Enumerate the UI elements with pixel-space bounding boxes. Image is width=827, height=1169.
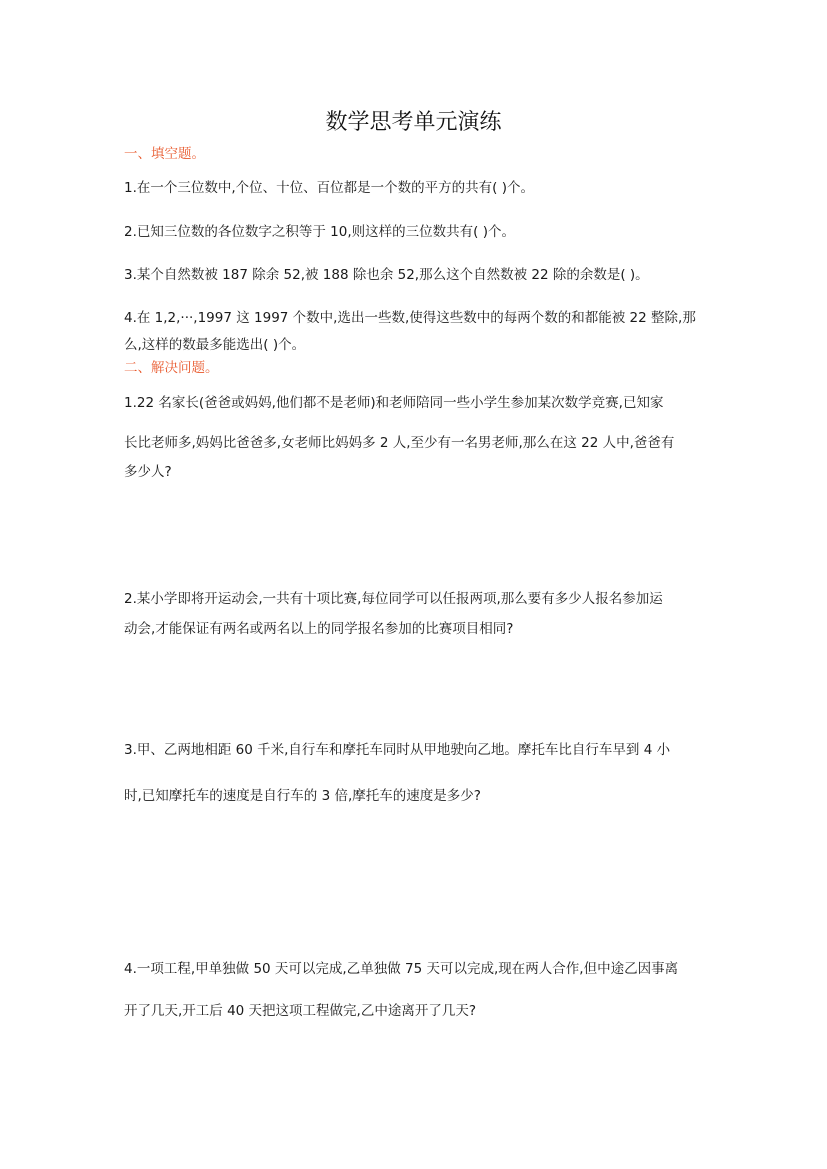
- page-title: 数学思考单元演练: [325, 110, 502, 135]
- question-line: 4.一项工程,甲单独做 50 天可以完成,乙单独做 75 天可以完成,现在两人合作,但中途乙因事离: [124, 961, 679, 977]
- fill-question-1: [124, 178, 708, 198]
- question-line: 动会,才能保证有两名或两名以上的同学报名参加的比赛项目相同?: [124, 621, 514, 637]
- problem-2: [124, 589, 708, 639]
- fill-question-2: [124, 222, 708, 242]
- section-heading-problem-solving: 二、解决问题。: [124, 360, 219, 376]
- fill-question-3: [124, 265, 708, 285]
- question-line: 3.甲、乙两地相距 60 千米,自行车和摩托车同时从甲地驶向乙地。摩托车比自行车早到 4 小: [124, 742, 671, 758]
- fill-question-4: [124, 308, 708, 355]
- section-heading-fill-in: 一、填空题。: [124, 146, 205, 162]
- question-line: 4.在 1,2,···,1997 这 1997 个数中,选出一些数,使得这些数中的每两个数的和都能被 22 整除,那: [124, 310, 696, 326]
- question-line: 1.在一个三位数中,个位、十位、百位都是一个数的平方的共有( )个。: [124, 180, 534, 196]
- problem-1: [124, 393, 708, 482]
- problem-3: [124, 740, 708, 806]
- question-line: 多少人?: [124, 464, 172, 480]
- question-line: 开了几天,开工后 40 天把这项工程做完,乙中途离开了几天?: [124, 1003, 477, 1019]
- question-line: 2.某小学即将开运动会,一共有十项比赛,每位同学可以任报两项,那么要有多少人报名参加运: [124, 591, 663, 607]
- question-line: 1.22 名家长(爸爸或妈妈,他们都不是老师)和老师陪同一些小学生参加某次数学竞赛,已知家: [124, 395, 664, 411]
- question-line: 2.已知三位数的各位数字之积等于 10,则这样的三位数共有( )个。: [124, 224, 515, 240]
- question-line: 3.某个自然数被 187 除余 52,被 188 除也余 52,那么这个自然数被 22 除的余数是( )。: [124, 267, 649, 283]
- question-line: 时,已知摩托车的速度是自行车的 3 倍,摩托车的速度是多少?: [124, 788, 481, 804]
- question-line: 么,这样的数最多能选出( )个。: [124, 337, 306, 353]
- problem-4: [124, 959, 708, 1021]
- question-line: 长比老师多,妈妈比爸爸多,女老师比妈妈多 2 人,至少有一名男老师,那么在这 22 人中,爸爸有: [124, 435, 675, 451]
